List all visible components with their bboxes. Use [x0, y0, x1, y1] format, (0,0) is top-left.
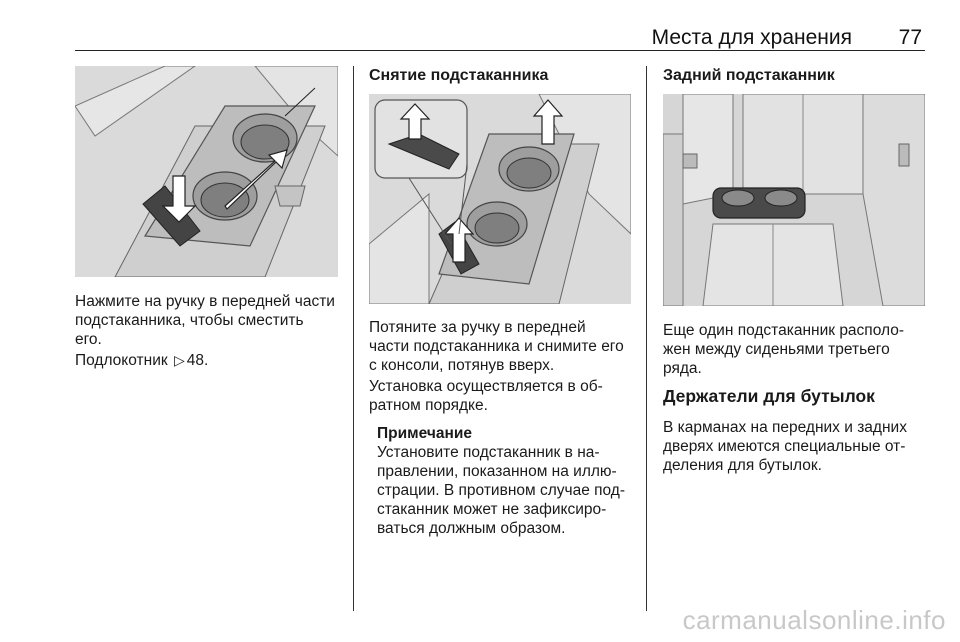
text-line: правлении, показанном на иллю- [377, 463, 617, 480]
text-line: Установка осуществляется в об- [369, 378, 603, 395]
text-line: ратном порядке. [369, 397, 488, 414]
watermark: carmanualsonline.info [682, 605, 946, 635]
column-divider-left [353, 66, 354, 611]
cupholder-removal-illustration [369, 94, 631, 304]
left-paragraph-1 [75, 292, 345, 349]
text-line: стаканник может не зафиксиро- [377, 501, 607, 518]
middle-paragraph-1 [369, 318, 639, 375]
text-line: подстаканника, чтобы сместить [75, 312, 304, 329]
page-ref-icon: ▷ [173, 352, 185, 368]
right-paragraph-2 [663, 418, 933, 475]
text-line: деления для бутылок. [663, 457, 822, 474]
middle-paragraph-2 [369, 377, 639, 415]
rear-cupholder-illustration [663, 94, 925, 306]
page-ref-link[interactable]: 48. [186, 352, 209, 369]
page-number: 77 [898, 26, 922, 49]
text-line: страции. В противном случае под- [377, 482, 626, 499]
note-title: Примечание [377, 425, 472, 442]
text-line: Установите подстаканник в на- [377, 444, 600, 461]
section-title: Места для хранения [651, 26, 852, 49]
column-divider-right [646, 66, 647, 611]
text-line: Потяните за ручку в передней [369, 319, 586, 336]
text-line: В карманах на передних и задних [663, 419, 907, 436]
text-line: Нажмите на ручку в передней части [75, 293, 335, 310]
cupholder-slide-illustration [75, 66, 338, 277]
right-paragraph-1 [663, 321, 933, 378]
text-line: жен между сиденьями третьего [663, 341, 890, 358]
text-line: с консоли, потянув вверх. [369, 357, 555, 374]
armrest-label: Подлокотник [75, 352, 168, 369]
remove-cupholder-heading: Снятие подстаканника [369, 67, 549, 84]
note-block [377, 424, 639, 538]
text-line: дверях имеются специальные от- [663, 438, 906, 455]
left-paragraph-2 [75, 351, 345, 370]
bottle-holders-heading: Держатели для бутылок [663, 386, 875, 406]
rear-cupholder-heading: Задний подстаканник [663, 67, 835, 84]
text-line: части подстаканника и снимите его [369, 338, 624, 355]
text-line: ваться должным образом. [377, 520, 566, 537]
text-line: его. [75, 331, 102, 348]
text-line: Еще один подстаканник располо- [663, 322, 904, 339]
text-line: ряда. [663, 360, 702, 377]
header-rule [75, 50, 925, 51]
